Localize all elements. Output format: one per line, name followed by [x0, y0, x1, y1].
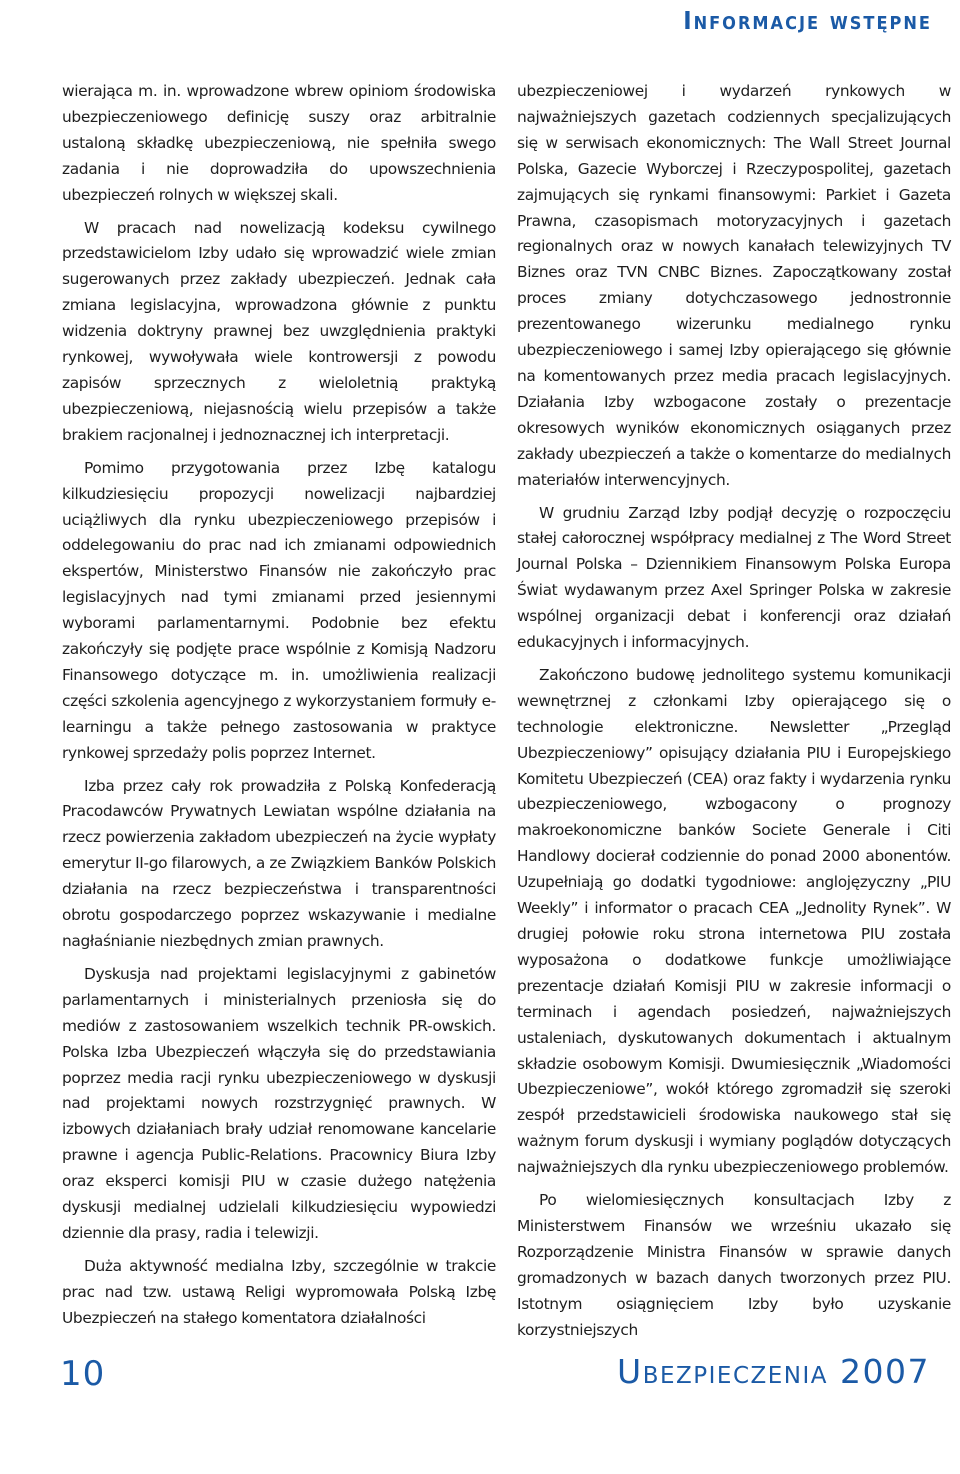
section-title: Informacje wstępne	[683, 6, 932, 35]
paragraph: Duża aktywność medialna Izby, szczególnie w trakcie prac nad tzw. ustawą Religi wypromowała Polską Izbę Ubezpieczeń na stałego komentatora działalności	[62, 1256, 496, 1327]
paragraph: Dyskusja nad projektami legislacyjnymi z gabinetów parlamentarnych i ministerialnych przeniosła się do mediów z zastosowaniem wszelkich technik PR-owskich. Polska Izba Ubezpieczeń włączyła się do przedstawiania poprzez media racji rynku ubezpieczeniowego w dyskusji nad projektami nowych rozstrzygnięć prawnych. W izbowych działaniach brały udział renomowane kancelarie prawne i agencja Public-Relations. Pracownicy Biura Izby oraz eksperci komisji PIU w czasie dużego natężenia dyskusji medialnej udzielali kilkudziesięciu wypowiedzi dziennie dla prasy, radia i telewizji.	[62, 964, 496, 1242]
left-text-column	[62, 79, 496, 1339]
paragraph: Pomimo przygotowania przez Izbę katalogu kilkudziesięciu propozycji nowelizacji najbardziej uciążliwych dla rynku ubezpieczeniowego przepisów i oddelegowaniu do prac nad ich zmianami odpowiednich ekspertów, Ministerstwo Finansów nie zakończyło prac legislacyjnych nad tymi zmianami przed jesiennymi wyborami parlamentarnymi. Podobnie bez efektu zakończyły się podjęte prace wspólnie z Komisją Nadzoru Finansowego dotyczące m. in. umożliwienia realizacji części szkolenia agencyjnego z wykorzystaniem formuły e-learningu a także pełnego zastosowania w praktyce rynkowej sprzedaży polis poprzez Internet.	[62, 458, 496, 762]
paragraph: Izba przez cały rok prowadziła z Polską Konfederacją Pracodawców Prywatnych Lewiatan wspólne działania na rzecz powierzenia zakładom ubezpieczeń na życie wypłaty emerytur II-go filarowych, a ze Związkiem Banków Polskich działania na rzecz bezpieczeństwa i transparentności obrotu gospodarczego poprzez wskazywanie i medialne nagłaśnianie niezbędnych zmian prawnych.	[62, 776, 496, 950]
paragraph: W pracach nad nowelizacją kodeksu cywilnego przedstawicielom Izby udało się wprowadzić wiele zmian sugerowanych przez zakłady ubezpieczeń. Jednak cała zmiana legislacyjna, wprowadzona głównie z punktu widzenia doktryny prawnej bez uwzględnienia praktyki rynkowej, wywoływała wiele kontrowersji z powodu zapisów sprzecznych z wieloletnią praktyką ubezpieczeniową, niejasnością wielu przepisów a także brakiem racjonalnej i jednoznacznej ich interpretacji.	[62, 218, 496, 444]
publication-title: Ubezpieczenia 2007	[617, 1352, 930, 1391]
paragraph: wierająca m. in. wprowadzone wbrew opiniom środowiska ubezpieczeniowego definicję suszy oraz arbitralnie ustaloną składkę ubezpieczeniową, nie spełniła swego zadania i nie doprowadziła do upowszechnienia ubezpieczeń rolnych w większej skali.	[62, 82, 496, 204]
right-text-column	[517, 79, 951, 1351]
paragraph: Zakończono budowę jednolitego systemu komunikacji wewnętrznej z członkami Izby opierającego się o technologie elektroniczne. Newsletter „Przegląd Ubezpieczeniowy” opisujący działania PIU i Europejskiego Komitetu Ubezpieczeń (CEA) oraz fakty i wydarzenia rynku ubezpieczeniowego, wzbogacony o prognozy makroekonomiczne banków Societe Generale i Citi Handlowy docierał codziennie do ponad 2000 abonentów. Uzupełniają go dodatki tygodniowe: anglojęzyczny „PIU Weekly” i informator o pracach CEA „Jednolity Rynek”. W drugiej połowie roku strona internetowa PIU została wyposażona o dodatkowe funkcje umożliwiające prezentacje działań Komisji PIU w zakresie informacji o terminach i agendach posiedzeń, najważniejszych ustaleniach, dyskutowanych dokumentach i aktualnym składzie osobowym Komisji. Dwumiesięcznik „Wiadomości Ubezpieczeniowe”, wokół którego zgromadził się szeroki zespół przedstawicieli środowiska naukowego stał się ważnym forum dyskusji i wymiany poglądów dotyczących najważniejszych dla rynku ubezpieczeniowego problemów.	[517, 665, 951, 1177]
paragraph: ubezpieczeniowej i wydarzeń rynkowych w najważniejszych gazetach codziennych specjalizujących się w serwisach ekonomicznych: The Wall Street Journal Polska, Gazecie Wyborczej i Rzeczypospolitej, gazetach zajmujących się rynkami finansowymi: Parkiet i Gazeta Prawna, czasopismach motoryzacyjnych i gazetach regionalnych oraz w nowych kanałach telewizyjnych TV Biznes oraz TVN CNBC Biznes. Zapoczątkowany został proces zmiany dotychczasowego jednostronnie prezentowanego wizerunku medialnego rynku ubezpieczeniowego i samej Izby opierającego się głównie na komentowanych przez media pracach legislacyjnych. Działania Izby wzbogacone zostały o prezentacje okresowych wyników ekonomicznych osiąganych przez zakłady ubezpieczeń a także o komentarze do medialnych materiałów interwencyjnych.	[517, 82, 951, 489]
page-number: 10	[60, 1354, 106, 1394]
paragraph: Po wielomiesięcznych konsultacjach Izby z Ministerstwem Finansów we wrześniu ukazało się Rozporządzenie Ministra Finansów w sprawie danych gromadzonych w bazach danych tworzonych przez PIU. Istotnym osiągnięciem Izby było uzyskanie korzystniejszych	[517, 1191, 951, 1339]
paragraph: W grudniu Zarząd Izby podjął decyzję o rozpoczęciu stałej całorocznej współpracy medialnej z The Word Street Journal Polska – Dziennikiem Finansowym Polska Europa Świat wydawanym przez Axel Springer Polska w zakresie wspólnej organizacji debat i konferencji oraz działań edukacyjnych i informacyjnych.	[517, 503, 951, 652]
